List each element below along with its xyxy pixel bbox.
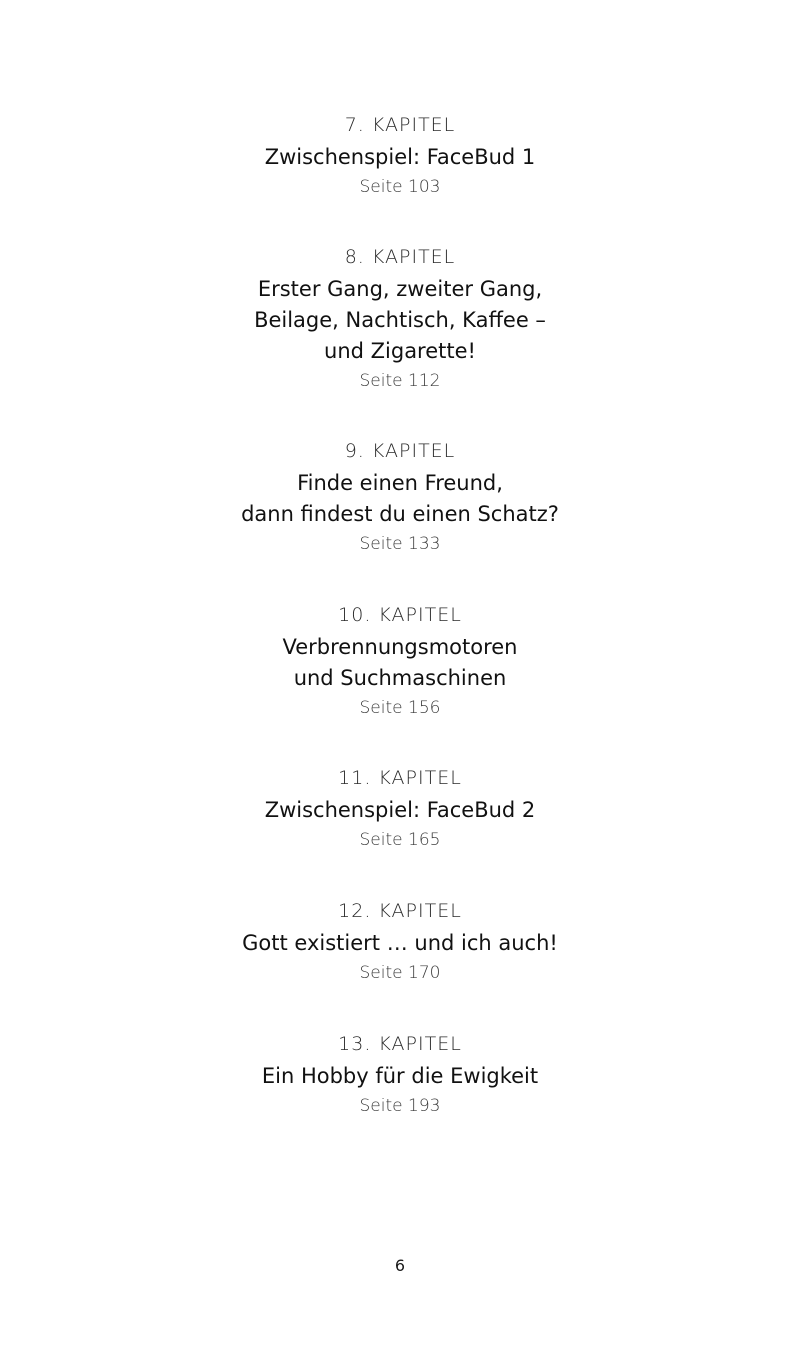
chapter-title-line: und Zigarette! bbox=[324, 339, 476, 363]
chapter-page-ref: Seite 193 bbox=[359, 1096, 441, 1116]
chapter-title bbox=[0, 928, 800, 959]
chapter-title-line: Verbrennungsmotoren bbox=[282, 635, 518, 659]
chapter-label: 12. KAPITEL bbox=[338, 900, 462, 922]
chapter-page-ref: Seite 165 bbox=[359, 830, 441, 850]
chapter-title bbox=[0, 632, 800, 694]
toc-entry-chapter-8 bbox=[0, 244, 800, 393]
toc-entry-chapter-11 bbox=[0, 765, 800, 852]
chapter-title bbox=[0, 468, 800, 530]
chapter-label: 10. KAPITEL bbox=[338, 604, 462, 626]
toc-entry-chapter-7 bbox=[0, 112, 800, 199]
chapter-page-ref: Seite 112 bbox=[359, 371, 441, 391]
chapter-title-line: und Suchmaschinen bbox=[293, 666, 507, 690]
chapter-title bbox=[0, 1061, 800, 1092]
chapter-title-line: Finde einen Freund, bbox=[297, 471, 503, 495]
chapter-title bbox=[0, 274, 800, 367]
chapter-title-line: Gott existiert … und ich auch! bbox=[242, 931, 558, 955]
chapter-label: 11. KAPITEL bbox=[338, 767, 462, 789]
toc-entry-chapter-12 bbox=[0, 898, 800, 985]
chapter-label: 9. KAPITEL bbox=[344, 440, 456, 462]
chapter-page-ref: Seite 156 bbox=[359, 698, 441, 718]
toc-entry-chapter-10 bbox=[0, 602, 800, 720]
chapter-page-ref: Seite 170 bbox=[359, 963, 441, 983]
chapter-title bbox=[0, 142, 800, 173]
chapter-title-line: Ein Hobby für die Ewigkeit bbox=[261, 1064, 539, 1088]
chapter-title-line: Zwischenspiel: FaceBud 2 bbox=[264, 798, 536, 822]
chapter-title-line: Erster Gang, zweiter Gang, bbox=[257, 277, 543, 301]
toc-entry-chapter-9 bbox=[0, 438, 800, 556]
chapter-title-line: dann findest du einen Schatz? bbox=[241, 502, 559, 526]
chapter-page-ref: Seite 103 bbox=[359, 177, 441, 197]
page-number: 6 bbox=[394, 1256, 406, 1275]
chapter-title-line: Zwischenspiel: FaceBud 1 bbox=[264, 145, 536, 169]
toc-entry-chapter-13 bbox=[0, 1031, 800, 1118]
chapter-label: 8. KAPITEL bbox=[344, 246, 456, 268]
chapter-page-ref: Seite 133 bbox=[359, 534, 441, 554]
chapter-label: 13. KAPITEL bbox=[338, 1033, 462, 1055]
chapter-label: 7. KAPITEL bbox=[344, 114, 456, 136]
chapter-title-line: Beilage, Nachtisch, Kaffee – bbox=[254, 308, 546, 332]
chapter-title bbox=[0, 795, 800, 826]
